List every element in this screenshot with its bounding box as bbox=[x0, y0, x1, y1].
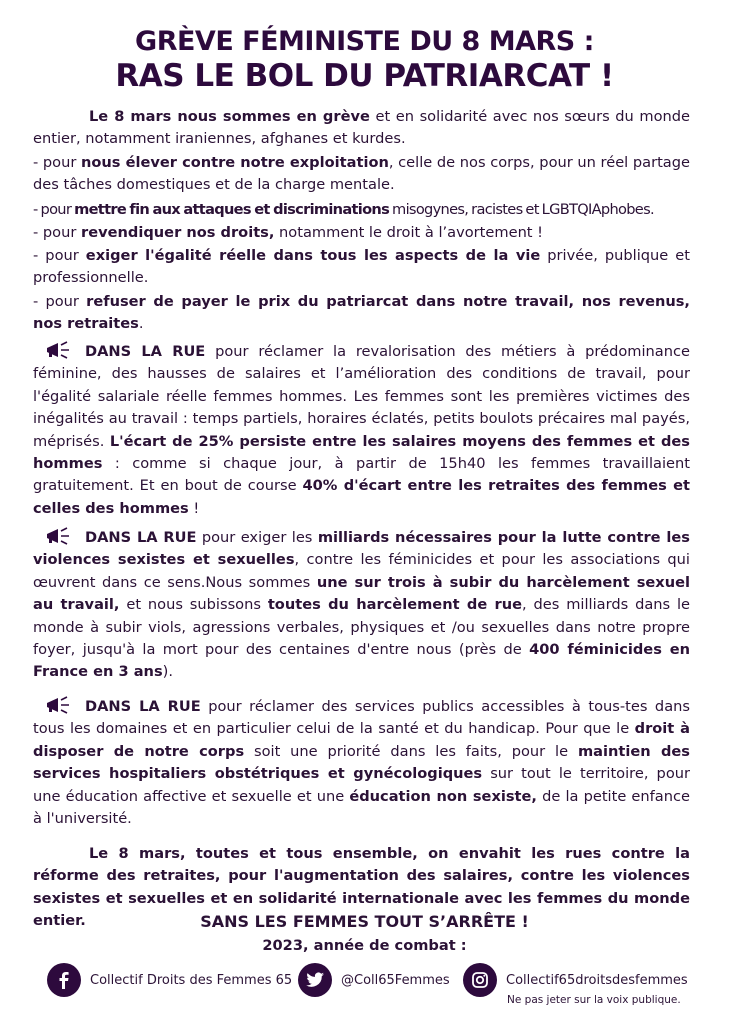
section-text: pour réclamer la revalorisation des métiers à prédominance féminine, des hausses de salaires et l’amélioration des conditions de travail, pour l'égalité salariale réelle femmes hommes. Les femmes sont les premières victimes des inégalités au travail : temps partiels, horaires éclatés, petits boulots précaires mal payés, méprisés. bbox=[33, 343, 690, 450]
section-text: et nous subissons bbox=[119, 596, 268, 614]
intro-rest: et en solidarité avec nos sœurs du monde entier, notamment iraniennes, afghanes et kurdes. bbox=[33, 108, 690, 148]
section-heading: DANS LA RUE bbox=[85, 698, 201, 715]
bullet-rest: . bbox=[138, 315, 144, 333]
section-text: pour exiger les bbox=[196, 529, 318, 546]
title-line-1: GRÈVE FÉMINISTE DU 8 MARS : bbox=[135, 26, 594, 57]
intro-paragraph bbox=[33, 106, 690, 151]
section-text: sur tout le territoire, pour une éducation affective et sexuelle et une bbox=[33, 765, 690, 805]
twitter-label: @Coll65Femmes bbox=[341, 972, 450, 988]
bullet-rest: privée, publique et professionnelle. bbox=[33, 247, 690, 287]
megaphone-icon bbox=[45, 341, 73, 359]
section-text: ). bbox=[162, 663, 173, 681]
section-dans-la-rue-2 bbox=[33, 527, 690, 684]
bullet-rest: notamment le droit à l’avortement ! bbox=[274, 224, 544, 241]
bullet-prefix: - pour bbox=[33, 224, 81, 241]
bullet-2 bbox=[33, 199, 690, 221]
bullet-rest: misogynes, racistes et LGBTQIAphobes. bbox=[389, 201, 654, 218]
section-bold: éducation non sexiste, bbox=[349, 787, 537, 805]
bullet-rest: , celle de nos corps, pour un réel partage des tâches domestiques et de la charge mentale. bbox=[33, 154, 690, 194]
instagram-icon bbox=[463, 963, 497, 997]
section-bold: milliards nécessaires pour la lutte contre les violences sexistes et sexuelles bbox=[33, 529, 690, 569]
bullet-1 bbox=[33, 152, 690, 197]
section-bold: une sur trois à subir du harcèlement sexuel au travail, bbox=[33, 573, 690, 614]
intro-lead: Le 8 mars nous sommes en grève bbox=[89, 108, 370, 125]
section-text: de la petite enfance à l'université. bbox=[33, 787, 690, 828]
instagram-label: Collectif65droitsdesfemmes bbox=[506, 972, 688, 988]
megaphone-icon bbox=[45, 527, 73, 545]
bullet-3 bbox=[33, 222, 690, 244]
bullet-bold: exiger l'égalité réelle dans tous les aspects de la vie bbox=[85, 247, 541, 264]
slogan: SANS LES FEMMES TOUT S’ARRÊTE ! bbox=[200, 912, 529, 931]
section-text: ! bbox=[188, 499, 200, 517]
section-heading: DANS LA RUE bbox=[85, 343, 206, 360]
bullet-prefix: - pour bbox=[33, 154, 81, 171]
bullet-prefix: - pour bbox=[33, 247, 86, 264]
section-bold: 400 féminicides en France en 3 ans bbox=[33, 641, 690, 681]
facebook-label: Collectif Droits des Femmes 65 bbox=[90, 972, 293, 988]
section-text: soit une priorité dans les faits, pour le bbox=[244, 742, 578, 760]
bullet-bold: nous élever contre notre exploitation bbox=[81, 154, 389, 171]
twitter-link[interactable] bbox=[298, 962, 450, 998]
bullet-prefix: - pour bbox=[33, 293, 87, 310]
section-bold: 40% d'écart entre les retraites des femmes et celles des hommes bbox=[33, 477, 690, 517]
section-heading: DANS LA RUE bbox=[85, 529, 197, 546]
footnote: Ne pas jeter sur la voix publique. bbox=[507, 994, 681, 1006]
twitter-icon bbox=[298, 963, 332, 997]
section-text: , contre les féminicides et pour les associations qui œuvrent dans ce sens.Nous sommes bbox=[33, 551, 690, 591]
section-bold: maintien des services hospitaliers obstétriques et gynécologiques bbox=[33, 742, 690, 783]
section-bold: droit à disposer de notre corps bbox=[33, 720, 691, 760]
section-text: : comme si chaque jour, à partir de 15h40 les femmes travaillaient gratuitement. Et en bout de course bbox=[33, 455, 690, 495]
section-dans-la-rue-3 bbox=[33, 696, 690, 830]
bullet-bold: refuser de payer le prix du patriarcat dans notre travail, nos revenus, nos retraites bbox=[33, 293, 690, 333]
bullet-prefix: - pour bbox=[33, 201, 75, 218]
section-bold: L'écart de 25% persiste entre les salaires moyens des femmes et des hommes bbox=[33, 432, 690, 473]
section-text: , des milliards dans le monde à subir viols, agressions verbales, physiques et /ou sexuelles dans notre propre foyer, jusqu'à la mort pour des centaines d'entre nous (près de bbox=[33, 596, 691, 659]
instagram-link[interactable] bbox=[463, 962, 688, 998]
year-line: 2023, année de combat : bbox=[262, 937, 467, 954]
bullet-5 bbox=[33, 291, 690, 336]
section-text: pour réclamer des services publics accessibles à tous-tes dans tous les domaines et en particulier celui de la santé et du handicap. Pour que le bbox=[33, 698, 690, 738]
bullet-4 bbox=[33, 245, 690, 290]
facebook-link[interactable] bbox=[47, 962, 292, 998]
section-bold: toutes du harcèlement de rue bbox=[267, 596, 523, 614]
section-dans-la-rue-1 bbox=[33, 341, 690, 520]
bullet-bold: revendiquer nos droits, bbox=[81, 224, 275, 241]
facebook-icon bbox=[47, 963, 81, 997]
title-line-2: RAS LE BOL DU PATRIARCAT ! bbox=[115, 58, 614, 94]
closing-paragraph: Le 8 mars, toutes et tous ensemble, on envahit les rues contre la réforme des retraites, pour l'augmentation des salaires, contre les violences sexistes et sexuelles et en solidarité internationale avec les femmes du monde entier. bbox=[33, 845, 690, 930]
bullet-bold: mettre fin aux attaques et discriminations bbox=[74, 201, 390, 218]
megaphone-icon bbox=[45, 696, 73, 714]
